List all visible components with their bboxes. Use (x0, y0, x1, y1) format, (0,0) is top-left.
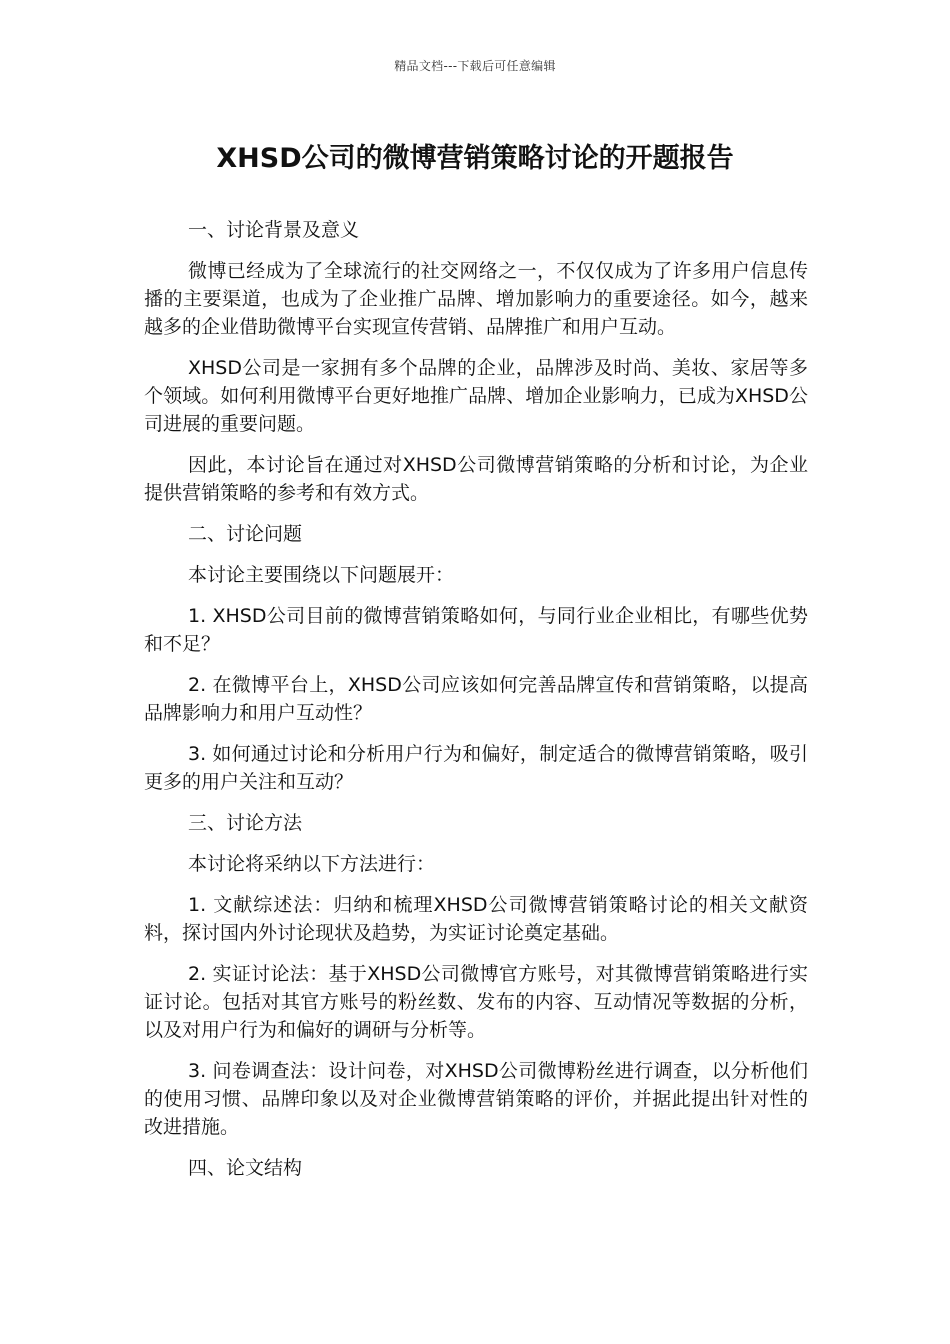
document-title: XHSD公司的微博营销策略讨论的开题报告 (216, 143, 734, 174)
header-note: 精品文档---下载后可任意编辑 (394, 59, 556, 73)
list-item: 2. 实证讨论法：基于XHSD公司微博官方账号，对其微博营销策略进行实证讨论。包括对其官方账号的粉丝数、发布的内容、互动情况等数据的分析，以及对用户行为和偏好的调研与分析等。 (144, 963, 808, 1041)
list-item: 3. 问卷调查法：设计问卷，对XHSD公司微博粉丝进行调查，以分析他们的使用习惯、品牌印象以及对企业微博营销策略的评价，并据此提出针对性的改进措施。 (144, 1060, 808, 1138)
section-heading-structure: 四、论文结构 (188, 1157, 303, 1179)
list-item: 1. XHSD公司目前的微博营销策略如何，与同行业企业相比，有哪些优势和不足？ (144, 605, 808, 655)
paragraph: 微博已经成为了全球流行的社交网络之一，不仅仅成为了许多用户信息传播的主要渠道，也成为了企业推广品牌、增加影响力的重要途径。如今，越来越多的企业借助微博平台实现宣传营销、品牌推广和用户互动。 (144, 260, 808, 338)
paragraph: 因此，本讨论旨在通过对XHSD公司微博营销策略的分析和讨论，为企业提供营销策略的参考和有效方式。 (144, 454, 808, 504)
list-item: 3. 如何通过讨论和分析用户行为和偏好，制定适合的微博营销策略，吸引更多的用户关注和互动？ (144, 743, 808, 793)
list-item: 1. 文献综述法：归纳和梳理XHSD公司微博营销策略讨论的相关文献资料，探讨国内外讨论现状及趋势，为实证讨论奠定基础。 (144, 894, 808, 944)
paragraph: XHSD公司是一家拥有多个品牌的企业，品牌涉及时尚、美妆、家居等多个领域。如何利用微博平台更好地推广品牌、增加企业影响力，已成为XHSD公司进展的重要问题。 (144, 357, 808, 435)
section-heading-background: 一、讨论背景及意义 (188, 219, 360, 241)
document-body (144, 216, 808, 1195)
paragraph: 本讨论将采纳以下方法进行： (188, 853, 436, 875)
paragraph: 本讨论主要围绕以下问题展开： (188, 564, 455, 586)
section-heading-questions: 二、讨论问题 (188, 523, 303, 545)
list-item: 2. 在微博平台上，XHSD公司应该如何完善品牌宣传和营销策略，以提高品牌影响力和用户互动性？ (144, 674, 808, 724)
section-heading-methods: 三、讨论方法 (188, 812, 303, 834)
